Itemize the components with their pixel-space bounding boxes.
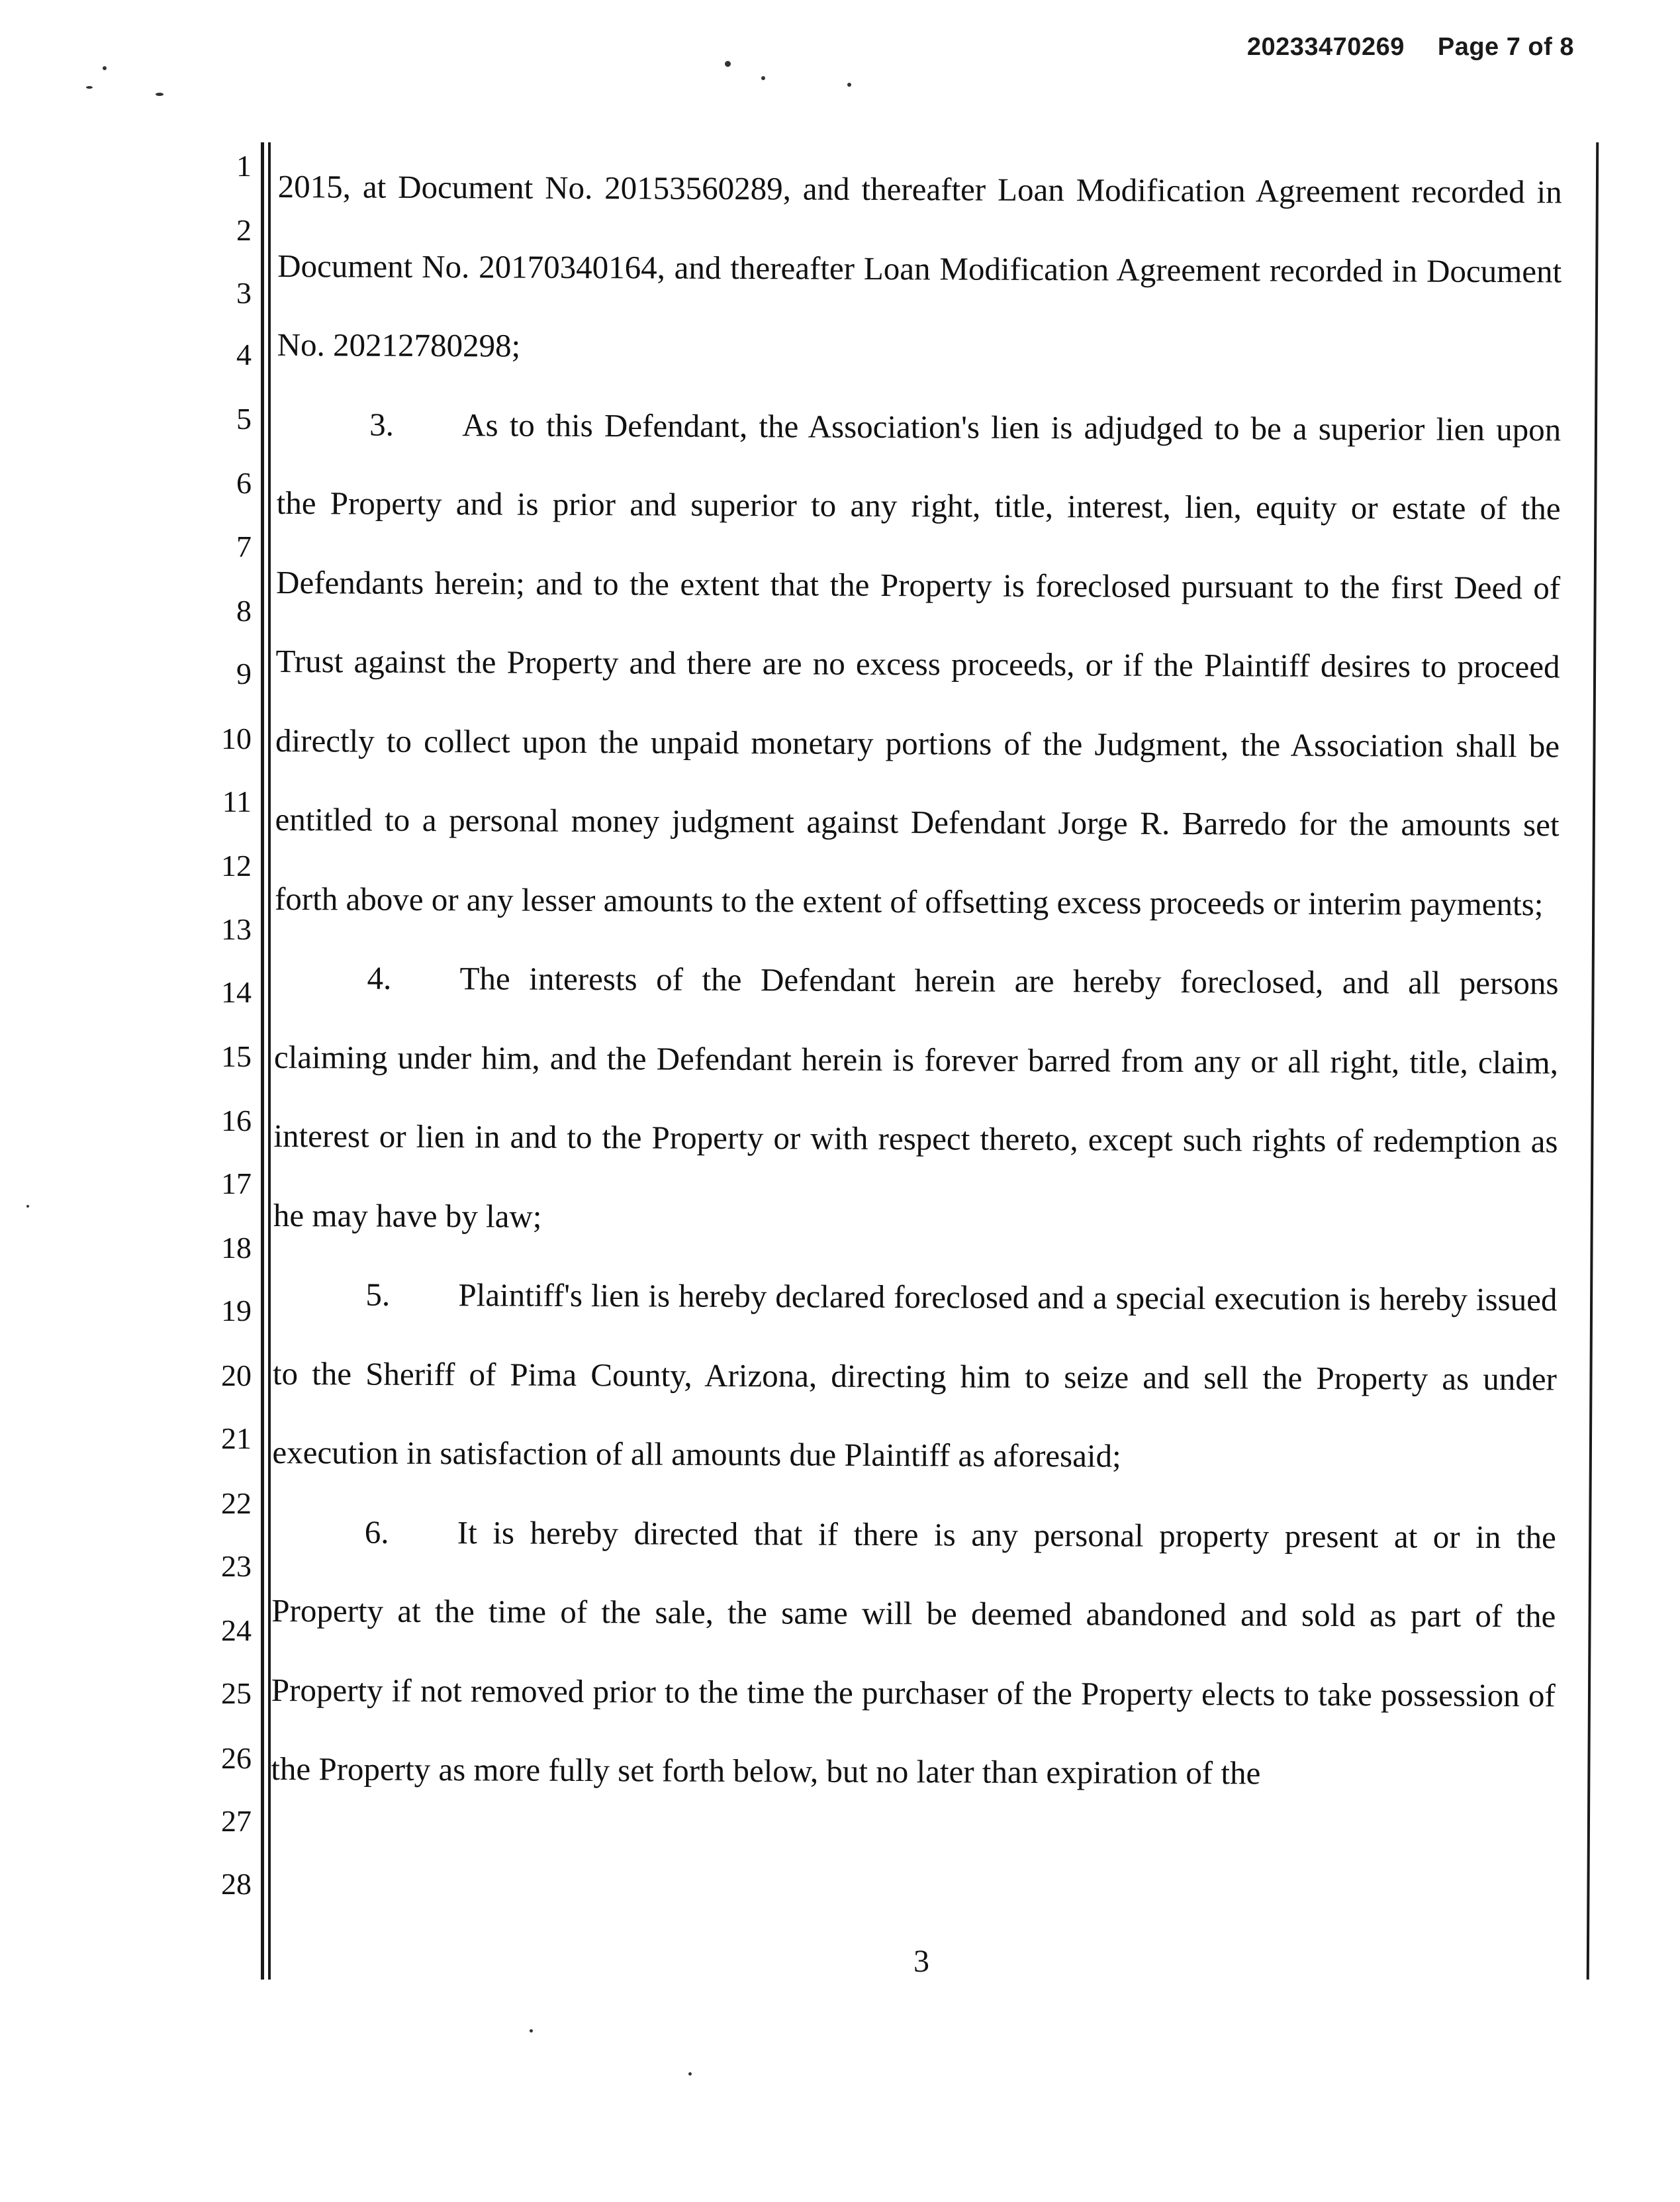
line-number: 24 [221, 1613, 252, 1647]
paragraph-4 [273, 938, 1559, 1260]
scan-speck [688, 2072, 692, 2076]
line-number: 12 [221, 849, 252, 883]
right-margin-rule [1587, 142, 1599, 1980]
paragraph-text: Plaintiff's lien is hereby declared foreclosed and a special execution is hereby issued to the Sheriff of Pima County, Arizona, directing him to seize and sell the Property as under execution in satisfaction of all amounts due Plaintiff as aforesaid; [272, 1276, 1558, 1474]
document-header [1247, 33, 1574, 62]
paragraph-text: It is hereby directed that if there is any personal property present at or in the Property at the time of the sale, the same will be deemed abandoned and sold as part of the Property if not removed prior to the time the purchaser of the Property elects to take possession of the Property as more fully set forth below, but no later than expiration of the [271, 1513, 1556, 1792]
continuation-paragraph: 2015, at Document No. 20153560289, and thereafter Loan Modification Agreement recorded in Document No. 20170340164, and thereafter Loan Modification Agreement recorded in Document No. 20212780298; [277, 168, 1562, 364]
line-number: 28 [221, 1867, 252, 1901]
paragraph-text: The interests of the Defendant herein are hereby foreclosed, and all persons claiming under him, and the Defendant herein is forever barred from any or all right, title, claim, interest or lien in and to the Property or with respect thereto, except such rights of redemption as he may have by law; [273, 960, 1559, 1235]
scan-speck [530, 2029, 533, 2033]
paragraph-3 [275, 384, 1562, 943]
paragraph-5 [272, 1255, 1558, 1498]
line-number: 13 [221, 912, 252, 946]
line-number: 5 [236, 402, 252, 436]
paragraph-6 [271, 1492, 1556, 1813]
line-number: 16 [221, 1104, 252, 1137]
line-number: 14 [221, 975, 252, 1009]
paragraph-number: 5. [365, 1276, 391, 1313]
scan-speck [86, 86, 93, 89]
scan-speck [156, 93, 163, 96]
line-number: 10 [221, 722, 252, 755]
line-number: 19 [221, 1294, 252, 1327]
line-number: 11 [222, 785, 252, 818]
line-number: 17 [221, 1167, 252, 1200]
line-number: 6 [236, 466, 252, 500]
line-number: 27 [221, 1804, 252, 1838]
line-number: 9 [236, 657, 252, 691]
line-number: 21 [221, 1421, 252, 1455]
paragraph-text: As to this Defendant, the Association's lien is adjudged to be a superior lien upon the Property and is prior and superior to any right, title, interest, lien, equity or estate of the Defendants herein; and to the extent that the Property is foreclosed pursuant to the first Deed of Trust against the Property and there are no excess proceeds, or if the Plaintiff desires to proceed directly to collect upon the unpaid monetary portions of the Judgment, the Association shall be entitled to a personal money judgment against Defendant Jorge R. Barredo for the amounts set forth above or any lesser amounts to the extent of offsetting excess proceeds or interim payments; [274, 406, 1562, 922]
line-number: 1 [236, 149, 252, 183]
paragraph-number: 6. [364, 1513, 389, 1551]
line-number: 18 [221, 1231, 252, 1265]
paragraph-number: 3. [369, 406, 395, 443]
line-number: 26 [221, 1741, 252, 1775]
scan-speck [26, 1205, 29, 1208]
page-indicator: Page 7 of 8 [1437, 33, 1574, 61]
line-number: 23 [221, 1549, 252, 1583]
left-margin-rule-outer [261, 142, 264, 1980]
line-number: 15 [221, 1039, 252, 1073]
paragraph-number: 4. [367, 959, 392, 996]
scan-speck [725, 61, 731, 67]
line-number: 20 [221, 1359, 252, 1392]
line-number: 25 [221, 1676, 252, 1710]
document-number: 20233470269 [1246, 33, 1405, 61]
scan-speck [847, 83, 851, 87]
page-number: 3 [913, 1944, 929, 1979]
scan-speck [103, 66, 107, 70]
left-margin-rule-inner [268, 142, 271, 1980]
line-number: 22 [221, 1486, 252, 1520]
line-number: 4 [236, 338, 252, 371]
line-number: 2 [236, 213, 252, 247]
line-number: 8 [236, 594, 252, 628]
line-number: 3 [236, 276, 252, 310]
line-number: 7 [236, 530, 252, 563]
document-body [271, 147, 1562, 1814]
scan-speck [761, 76, 765, 80]
